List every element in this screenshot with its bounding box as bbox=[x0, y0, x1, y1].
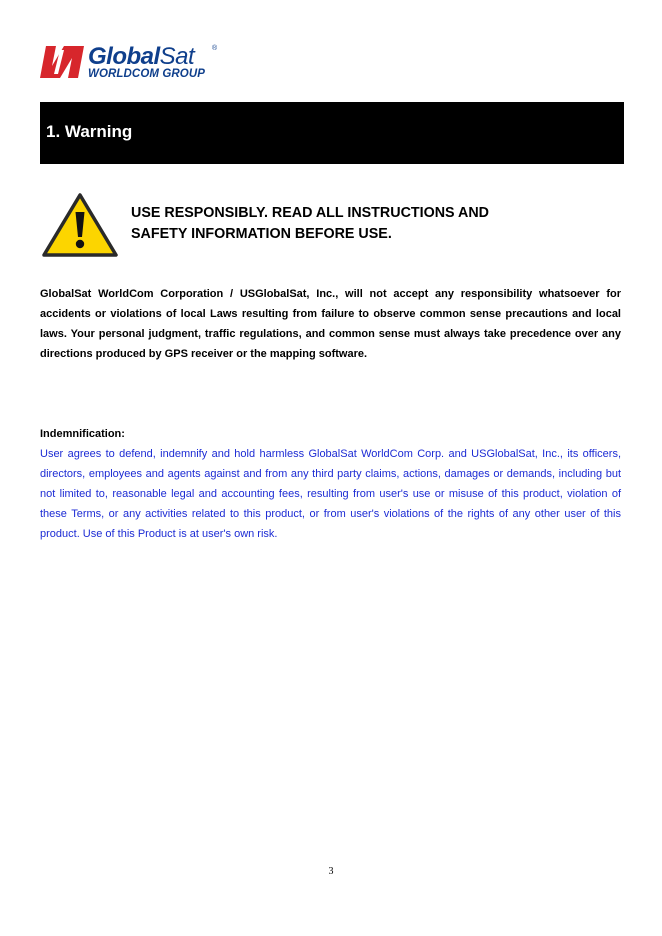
logo-subtitle: WORLDCOM GROUP bbox=[88, 68, 206, 80]
globalsat-logo bbox=[40, 44, 240, 84]
safety-warning-text bbox=[131, 203, 571, 245]
logo-name: GlobalSat bbox=[88, 43, 195, 70]
safety-warning-line-1: USE RESPONSIBLY. READ ALL INSTRUCTIONS AND bbox=[131, 205, 489, 221]
safety-warning-line-2: SAFETY INFORMATION BEFORE USE. bbox=[131, 226, 392, 242]
indemnification-heading: Indemnification: bbox=[40, 428, 125, 440]
warning-triangle-icon bbox=[41, 192, 119, 263]
section-title: 1. Warning bbox=[46, 122, 133, 141]
logo-registered-mark: ® bbox=[212, 45, 218, 52]
globalsat-logo-mark-icon bbox=[40, 44, 86, 80]
liability-disclaimer: GlobalSat WorldCom Corporation / USGlobalSat, Inc., will not accept any responsibility whatsoever for accidents or violations of local Laws resulting from failure to observe common sense precautions and local laws. Your personal judgment, traffic regulations, and common sense must always take precedence over any directions produced by GPS receiver or the mapping software. bbox=[40, 288, 621, 360]
indemnification-body: User agrees to defend, indemnify and hold harmless GlobalSat WorldCom Corp. and USGlobalSat, Inc., its officers, directors, employees and agents against and from any third party claims, actions, damages or demands, including but not limited to, reasonable legal and accounting fees, resulting from user's use or misuse of this product, violation of these Terms, or any activities related to this product, or from user's violations of the rights of any other user of this product. Use of this Product is at user's own risk. bbox=[40, 448, 621, 540]
section-banner bbox=[40, 102, 624, 164]
page-number: 3 bbox=[328, 866, 334, 877]
